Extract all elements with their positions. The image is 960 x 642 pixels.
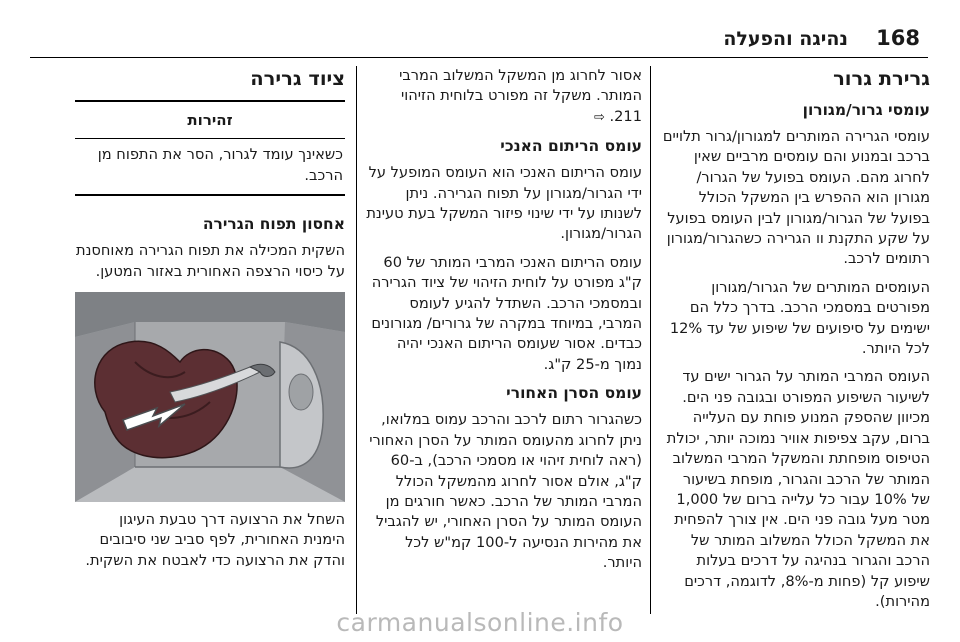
- subheading-trailer-loads: עומסי גרור/מגורון: [802, 101, 930, 119]
- paragraph-vertical-load-2: עומס הריתום האנכי המרבי המותר של 60 ק"ג מפורט על לוחית הזיהוי של ציוד הגרירה ובמסמכי הרכב. השתדל להגיע לעומס המרבי, במיוחד במקרה של גרורים/ מגורונים כבדים. אסור שעומס הריתום האנכי יהיה נמוך מ-25 ק"ג.: [371, 253, 642, 373]
- watermark-text: carmanualsonline.info: [336, 608, 624, 637]
- running-title: נהיגה והפעלה: [723, 28, 848, 50]
- warning-title: זהירות: [75, 102, 345, 139]
- paragraph-loads-3: העומס המרבי המותר על הגרור ישים עד לשיעור השיפוע המפורט ובגובה פני הים. מכיוון שהספק המנוע פוחת עם העלייה ברום, עקב צפיפות אוויר נמוכה יותר, יכולת הטיפוס מופחתת והמשקל המרבי המשלוב המותר של הרכב והגרור, מופחת בשיעור של 10% עבור כל עלייה ברום של 1,000 מטר מעל גובה פני הים. אין צורך להפחית את המשקל הכולל המשלוב המותר של הרכב והגרור בנהיגה על דרכים בעלות שיפוע קל (פחות מ-8%, לדוגמה, דרכים מהירות).: [666, 368, 930, 610]
- paragraph-rear-axle-load: כשהגרור רתום לרכב והרכב עמוס במלואו, ניתן לחרוג מהעומס המותר על הסרן האחורי (ראה לוחית זיהוי או מסמכי הרכב), ב-60 ק"ג, אולם אסור לחרוג מהמשקל הכולל המרבי המותר של הרכב. כאשר חורגים מן העומס המותר על הסרן האחורי, יש להגביל את מהירות הנסיעה ל-100 קמ"ש לכל היותר.: [369, 411, 642, 572]
- page-reference-icon[interactable]: ⇨: [593, 109, 605, 125]
- warning-text: כשאינך עומד לגרור, הסר את התפוח מן הרכב.: [97, 146, 343, 184]
- intro-text: אסור לחרוג מן המשקל המשלוב המרבי המותר. משקל זה מפורט בלוחית הזיהוי 211: [399, 67, 642, 125]
- trunk-bag-illustration: [75, 292, 345, 502]
- column-loads: [366, 66, 642, 582]
- paragraph-loads-2: העומסים המותרים של הגרור/מגורון מפורטים במסמכי הרכב. בדרך כלל הם ישימים על סיפועים של שיפוע של עד 12% לכל היותר.: [669, 278, 930, 358]
- section-heading-towing: גרירת גרור: [833, 67, 930, 90]
- column-towing-equipment: [75, 66, 345, 579]
- page-header: [0, 0, 960, 60]
- paragraph-storage: השקית המכילה את תפוח הגרירה מאוחסנת על כיסוי הרצפה האחורית באזור המטען.: [75, 242, 345, 280]
- page-number: 168: [876, 26, 920, 50]
- header-rule: [30, 57, 928, 58]
- subheading-rear-axle-load: עומס הסרן האחורי: [506, 384, 642, 403]
- section-heading-towing-equipment: ציוד גרירה: [250, 67, 345, 90]
- subheading-storage: אחסון תפוח הגרירה: [202, 215, 345, 234]
- column-towing-trailer: [660, 66, 930, 620]
- paragraph-vertical-load-1: עומס הריתום האנכי הוא העומס המופעל על ידי הגרור/מגורון על תפוח הגרירה. ניתן לשנותו על ידי שינוי פיזור המשקל בעת טעינת הגרור/מגורון.: [366, 164, 642, 243]
- subheading-vertical-load: עומס הריתום האנכי: [500, 137, 642, 156]
- column-divider-left: [356, 66, 357, 614]
- figure-caption: השחל את הרצועה דרך טבעת העיגון הימנית האחורית, לפף סביב שני סיבובים והדק את הרצועה כדי לאבטח את השקית.: [85, 511, 345, 569]
- column-divider-right: [650, 66, 651, 614]
- paragraph-intro: אסור לחרוג מן המשקל המשלוב המרבי המותר. משקל זה מפורט בלוחית הזיהוי 211. ⇨: [399, 67, 642, 125]
- paragraph-loads-1: עומסי הגרירה המותרים למגורון/גרור תלויים ברכב ובמנוע והם עומסים מרביים שאין לחרוג מהם. העומס בפועל של הגרור/ מגורון הוא ההפרש בין המשקל הכולל בפועל של הגרור/מגורון לבין העומס בפועל על שקע התקנת וו הגרירה כשהגרור/מגורון רתומים לרכב.: [662, 128, 930, 268]
- trunk-bag-drawing: [75, 292, 345, 502]
- warning-box: [75, 100, 345, 196]
